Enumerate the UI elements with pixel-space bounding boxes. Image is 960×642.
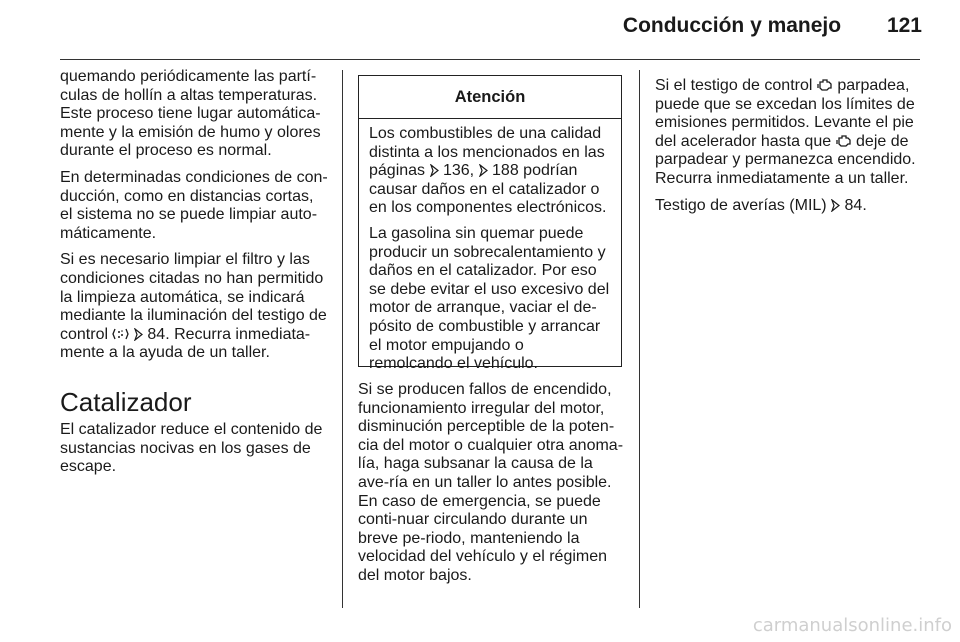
paragraph: En determinadas condiciones de con-ducción, como en distancias cortas, el sistema no se puede limpiar auto-máticamente. [60,168,328,242]
attention-box [358,75,622,373]
column-middle [358,381,626,594]
page-header [0,14,922,38]
page-title: Conducción y manejo [622,14,842,37]
engine-check-icon [817,78,833,92]
engine-check-icon [836,134,852,148]
paragraph: Si es necesario limpiar el filtro y las condiciones citadas no han permitido la limpieza automática, se indicará mediante la iluminación del testigo de control 84. Recurra inmediata-mente a la ayuda de un taller. [60,251,327,362]
column-right [655,77,921,223]
page-reference-icon [134,328,143,341]
paragraph: Si el testigo de control parpadea, puede que se excedan los límites de emisiones permitidos. Levante el pie del acelerador hasta que deje de parpadear y permanezca encendido. Recurra inmediatamente a un taller. [655,77,916,187]
paragraph: El catalizador reduce el contenido de sustancias nocivas en los gases de escape. [60,420,323,476]
paragraph: quemando periódicamente las partí-culas de hollín a altas temperaturas. Este proceso tiene lugar automática-mente y la emisión de humo y olores durante el proceso es normal. [60,68,321,160]
page-number: 121 [886,14,922,37]
page-reference-icon [831,199,840,212]
paragraph: Testigo de averías (MIL) 84. [655,196,867,214]
dpf-warning-icon [112,327,129,341]
column-divider [639,70,640,608]
paragraph: Si se producen fallos de encendido, funcionamiento irregular del motor, disminución perceptible de la poten-cia del motor o cualquier otra anoma-lía, haga subsanar la causa de la ave-ría en un taller lo antes posible. En caso de emergencia, se puede conti-nuar circulando durante un breve pe-riodo, manteniendo la velocidad del vehículo y el régimen del motor bajos. [358,381,624,584]
watermark: carmanualsonline.info [752,615,952,636]
page-reference-icon [479,164,488,177]
attention-body [359,119,621,374]
column-divider [342,70,343,608]
section-heading: Catalizador [60,386,192,417]
attention-title: Atención [359,76,621,119]
paragraph: Los combustibles de una calidad distinta a los mencionados en las páginas 136, 188 podrían causar daños en el catalizador o en los componentes electrónicos. [369,125,607,217]
header-rule [60,59,920,60]
page-reference-icon [430,164,439,177]
paragraph: La gasolina sin quemar puede producir un sobrecalentamiento y daños en el catalizador. Por eso se debe evitar el uso excesivo del motor de arranque, vaciar el de-pósito de combustible y arrancar el motor empujando o remolcando el vehículo. [369,224,610,373]
column-left [60,68,330,485]
